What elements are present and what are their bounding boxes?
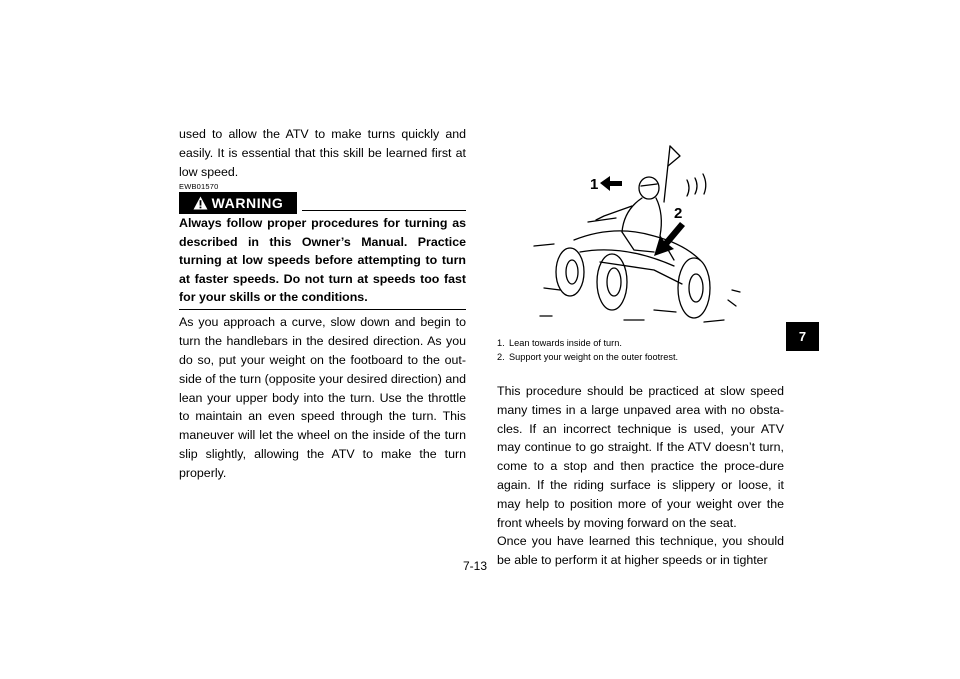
chapter-tab: 7 (786, 322, 819, 351)
caption-item: 2. Support your weight on the outer footrest. (497, 351, 679, 362)
atv-rider-drawing (504, 140, 774, 335)
warning-header (179, 192, 466, 214)
warning-triangle-icon (193, 196, 208, 210)
warning-badge (179, 192, 297, 214)
practice-paragraph: This procedure should be practiced at slow speed many times in a large unpaved area with no obsta-cles. If an incorrect technique is used, your ATV may continue to go straight. If the ATV doesn’t turn, come to a stop and then practice the proce-dure again. If the riding surface is slippery or loose, it may help to position more of your weight over the front wheels by moving forward on the seat. (497, 384, 784, 530)
figure-label-1: 1 (590, 176, 599, 193)
page-number: 7-13 (463, 559, 488, 573)
atv-turning-illustration (504, 140, 774, 335)
warning-text: Always follow proper procedures for turning as described in this Owner’s Manual. Practice turning at low speeds before attempting to turn at faster speeds. Do not turn at speeds too fast for your skills or the conditions. (179, 214, 466, 310)
figure-captions (497, 337, 777, 364)
warning-label: WARNING (211, 194, 284, 211)
intro-paragraph: used to allow the ATV to make turns quickly and easily. It is essential that this skill be learned first at low speed. (179, 127, 466, 179)
warning-rule (302, 210, 466, 211)
caption-item: 1. Lean towards inside of turn. (497, 338, 622, 348)
left-column (179, 125, 466, 483)
right-column (497, 382, 784, 570)
warning-code: EWB01570 (179, 182, 219, 192)
advanced-paragraph: Once you have learned this technique, you should be able to perform it at higher speeds or in tighter (497, 534, 784, 568)
turning-instructions: As you approach a curve, slow down and begin to turn the handlebars in the desired direction. As you do so, put your weight on the footboard to the out-side of the turn (opposite your desired direction) and lean your upper body into the turn. Use the throttle to maintain an even speed through the turn. This maneuver will let the wheel on the inside of the turn slip slightly, allowing the ATV to make the turn properly. (179, 315, 466, 480)
figure-label-2: 2 (674, 205, 683, 222)
